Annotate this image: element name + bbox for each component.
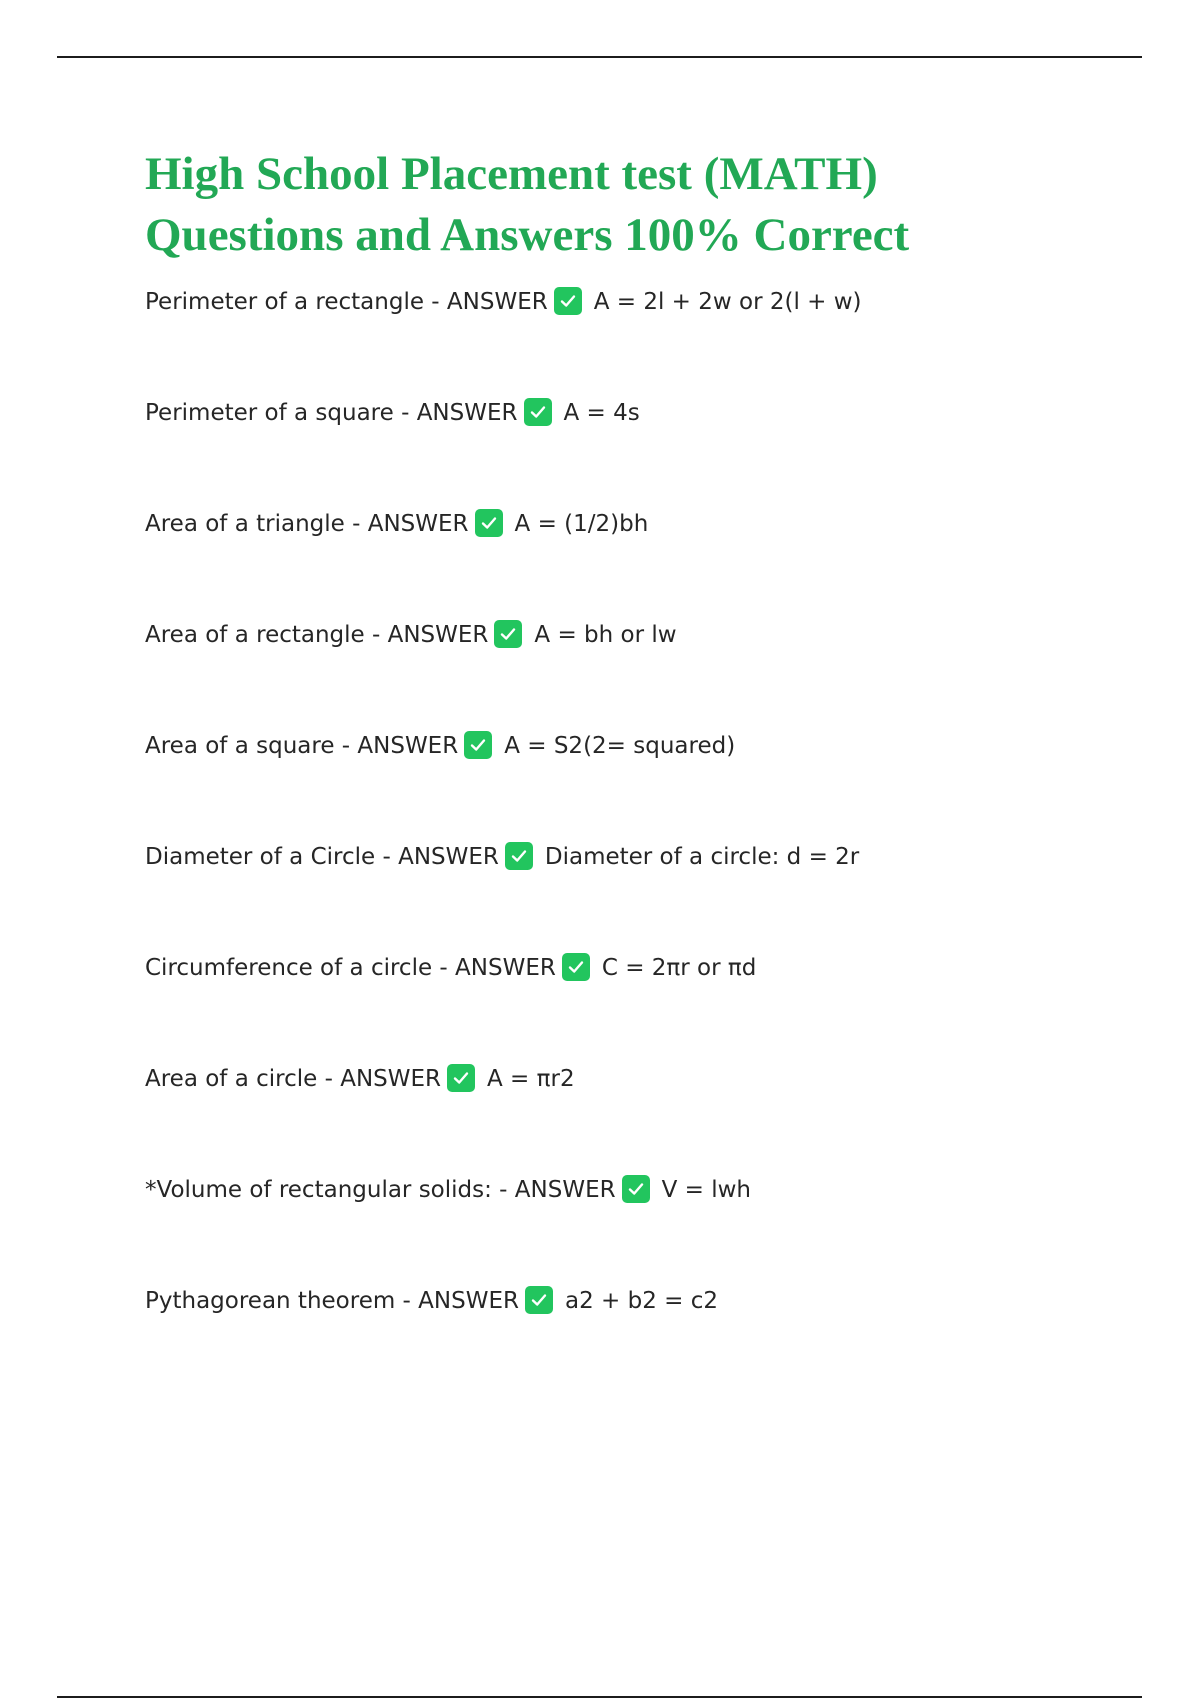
answer-text: A = (1/2)bh	[514, 511, 649, 537]
check-mark-icon	[475, 509, 503, 537]
qa-item	[145, 613, 862, 724]
answer-text: C = 2πr or πd	[601, 955, 757, 981]
answer-text: Diameter of a circle: d = 2r	[544, 844, 860, 870]
page-title	[145, 144, 1145, 266]
question-text: Perimeter of a square - ANSWER	[145, 400, 518, 426]
qa-item	[145, 1168, 862, 1279]
qa-item	[145, 391, 862, 502]
title-line-1: High School Placement test (MATH)	[145, 148, 878, 200]
header-rule	[57, 56, 1142, 58]
answer-text: A = S2(2= squared)	[504, 733, 736, 759]
answer-text: V = lwh	[661, 1177, 751, 1203]
question-text: *Volume of rectangular solids: - ANSWER	[145, 1177, 616, 1203]
qa-item	[145, 1279, 862, 1390]
question-text: Area of a circle - ANSWER	[145, 1066, 442, 1092]
question-text: Pythagorean theorem - ANSWER	[145, 1288, 519, 1314]
answer-text: A = πr2	[487, 1066, 575, 1092]
check-mark-icon	[562, 953, 590, 981]
check-mark-icon	[505, 842, 533, 870]
qa-list	[145, 280, 862, 1390]
answer-text: A = 4s	[563, 400, 640, 426]
check-mark-icon	[464, 731, 492, 759]
qa-item	[145, 280, 862, 391]
check-mark-icon	[525, 1286, 553, 1314]
check-mark-icon	[554, 287, 582, 315]
question-text: Diameter of a Circle - ANSWER	[145, 844, 499, 870]
question-text: Area of a rectangle - ANSWER	[145, 622, 489, 648]
answer-text: A = bh or lw	[534, 622, 677, 648]
qa-item	[145, 724, 862, 835]
footer-rule	[57, 1696, 1142, 1698]
check-mark-icon	[622, 1175, 650, 1203]
qa-item	[145, 835, 862, 946]
check-mark-icon	[447, 1064, 475, 1092]
qa-item	[145, 946, 862, 1057]
answer-text: a2 + b2 = c2	[564, 1288, 718, 1314]
qa-item	[145, 502, 862, 613]
title-line-2: Questions and Answers 100% Correct	[145, 209, 910, 261]
answer-text: A = 2l + 2w or 2(l + w)	[593, 289, 862, 315]
question-text: Perimeter of a rectangle - ANSWER	[145, 289, 548, 315]
check-mark-icon	[524, 398, 552, 426]
question-text: Area of a square - ANSWER	[145, 733, 459, 759]
check-mark-icon	[494, 620, 522, 648]
question-text: Circumference of a circle - ANSWER	[145, 955, 556, 981]
qa-item	[145, 1057, 862, 1168]
question-text: Area of a triangle - ANSWER	[145, 511, 469, 537]
